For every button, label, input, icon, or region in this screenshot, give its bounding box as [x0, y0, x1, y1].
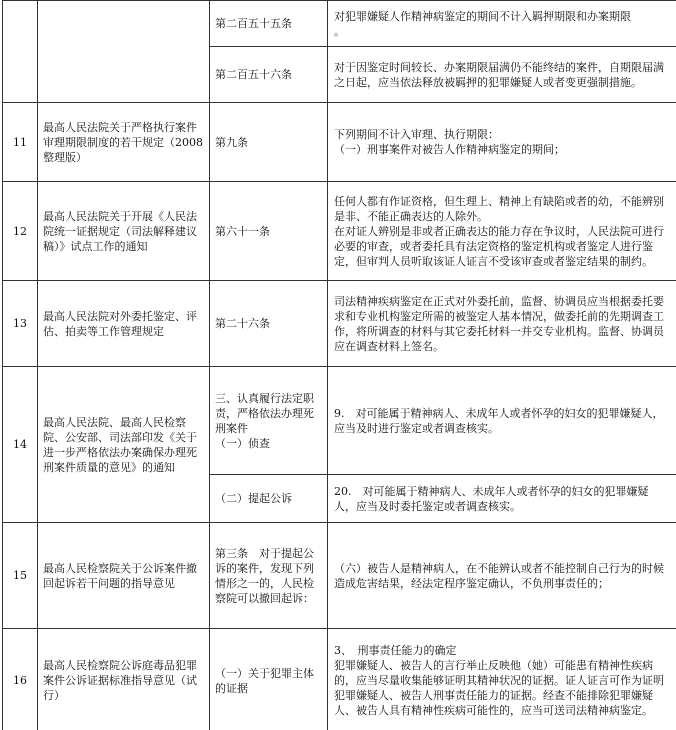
- provision-text: [328, 523, 676, 629]
- article-number: 第九条: [210, 103, 328, 182]
- provision-line: （六）被告人是精神病人，在不能辨认或者不能控制自己行为的时候造成危害结果，经法定程序鉴定确认，不负刑事责任的；: [334, 561, 664, 590]
- table-row: [3, 281, 676, 367]
- article-line: 三、认真履行法定职责，严格依法办理死刑案件: [215, 391, 314, 435]
- article-number: 第三条 对于提起公诉的案件，发现下列情形之一的，人民检察院可以撤回起诉：: [210, 523, 328, 629]
- article-line: （一）侦查: [215, 436, 270, 450]
- row-number: 14: [3, 367, 38, 523]
- article-number: [210, 367, 328, 475]
- table-row: [3, 1, 676, 47]
- article-number: 第二百五十五条: [210, 1, 328, 47]
- row-number: 11: [3, 103, 38, 182]
- provision-text: [328, 103, 676, 182]
- article-number: 第六十一条: [210, 182, 328, 281]
- document-title: 最高人民检察院公诉庭毒品犯罪案件公诉证据标准指导意见（试行）: [38, 629, 210, 730]
- provision-line: 9. 对可能属于精神病人、未成年人或者怀孕的妇女的犯罪嫌疑人，应当及时进行鉴定或者调查核实。: [334, 406, 664, 435]
- provision-text: [328, 47, 676, 103]
- document-title: 最高人民检察院关于公诉案件撤回起诉若干问题的指导意见: [38, 523, 210, 629]
- provision-text: [328, 281, 676, 367]
- provision-line: 下列期间不计入审理、执行期限：: [334, 128, 499, 141]
- row-number: 15: [3, 523, 38, 629]
- provision-line: 对犯罪嫌疑人作精神病鉴定的期间不计入羁押期限和办案期限: [334, 9, 631, 23]
- article-number: 第二十六条: [210, 281, 328, 367]
- article-number: 第二百五十六条: [210, 47, 328, 103]
- document-title: 最高人民法院关于严格执行案件审理期限制度的若干规定（2008整理版）: [38, 103, 210, 182]
- row-number: [3, 1, 38, 103]
- table-row: [3, 367, 676, 475]
- document-title: 最高人民法院、最高人民检察院、公安部、司法部印发《关于进一步严格依法办案确保办理死刑案件质量的意见》的通知: [38, 367, 210, 523]
- provision-line: 3、 刑事责任能力的确定: [334, 644, 457, 657]
- provision-text: [328, 1, 676, 47]
- provision-line: 。: [334, 24, 345, 38]
- table-row: [3, 629, 676, 730]
- row-number: 13: [3, 281, 38, 367]
- table-row: [3, 103, 676, 182]
- provision-line: 任何人都有作证资格，但生理上、精神上有缺陷或者的幼，不能辨别是非、不能正确表达的人除外。: [334, 194, 664, 223]
- document-title: 最高人民法院关于开展《人民法院统一证据规定（司法解释建议稿）》试点工作的通知: [38, 182, 210, 281]
- table-row: [3, 523, 676, 629]
- provision-text: [328, 367, 676, 475]
- law-provisions-table: [2, 0, 676, 730]
- provision-line: （一）刑事案件对被告人作精神病鉴定的期间；: [334, 143, 565, 156]
- row-number: 16: [3, 629, 38, 730]
- table-row: [3, 182, 676, 281]
- provision-text: [328, 629, 676, 730]
- document-title: [38, 1, 210, 103]
- provision-line: 在对证人辨别是非或者正确表达的能力存在争议时，人民法院可进行必要的审查，或者委托具有法定资格的鉴定机构或者鉴定人进行鉴定，但审判人员听取该证人证言不受该审查或者鉴定结果的制约。: [334, 224, 664, 268]
- provision-line: 司法精神疾病鉴定在正式对外委托前，监督、协调员应当根据委托要求和专业机构鉴定所需的被鉴定人基本情况，做委托前的先期调查工作，将所调查的材料与其它委托材料一并交专业机构。监督、协调员应在调查材料上签名。: [334, 294, 664, 353]
- provision-text: [328, 182, 676, 281]
- row-number: 12: [3, 182, 38, 281]
- provision-line: 犯罪嫌疑人、被告人的言行举止反映他（她）可能患有精神性疾病的，应当尽量收集能够证明其精神状况的证据。证人证言可作为证明犯罪嫌疑人、被告人刑事责任能力的证据。经查不能排除犯罪嫌疑人、被告人具有精神性疾病可能性的，应当可送司法精神病鉴定。: [334, 659, 664, 717]
- article-number: （二）提起公诉: [210, 475, 328, 523]
- article-number: （一）关于犯罪主体的证据: [210, 629, 328, 730]
- provision-text: [328, 475, 676, 523]
- provision-line: 20. 对可能属于精神病人、未成年人或者怀孕的妇女的犯罪嫌疑人，应当及时委托鉴定或者调查核实。: [334, 484, 649, 513]
- document-title: 最高人民法院对外委托鉴定、评估、拍卖等工作管理规定: [38, 281, 210, 367]
- provision-line: 对于因鉴定时间较长、办案期限届满仍不能终结的案件，自期限届满之日起，应当依法释放被羁押的犯罪嫌疑人或者变更强制措施。: [334, 60, 664, 89]
